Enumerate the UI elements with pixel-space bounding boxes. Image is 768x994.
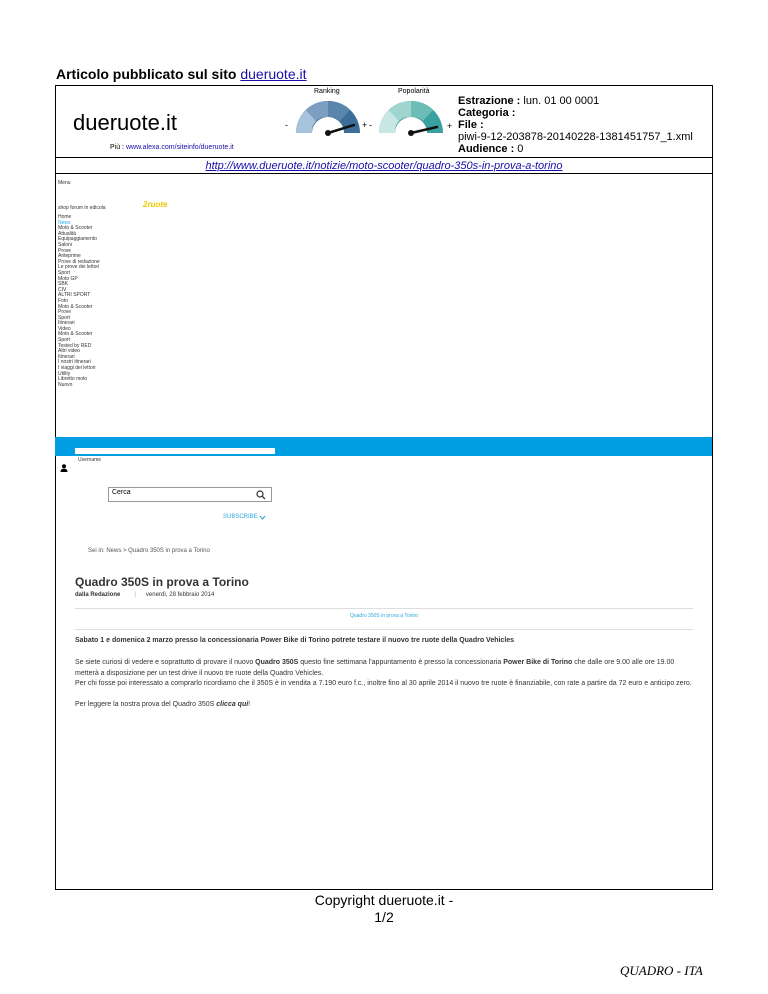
article-paragraph: Se siete curiosi di vedere e soprattutto di provare il nuovo Quadro 350S questo fine settimana l'appuntamento è presso la concessionaria Power Bike di Torino che dalle ore 9.00 alle ore 19.00 metterà a disposizione per un test drive il nuovo tre ruote della Quadro Vehicles. Per chi fosse poi interessato a comprarlo ricordiamo che il 350S è in vendita a 7.190 euro f.c., inoltre fino al 30 aprile 2014 il nuovo tre ruote è finanziabile, con rate a partire da 72 euro e anticipo zero.	[75, 659, 692, 687]
audience-row: Audience : 0	[458, 143, 524, 155]
alexa-link[interactable]: www.alexa.com/siteinfo/dueruote.it	[125, 144, 234, 151]
user-icon[interactable]	[60, 464, 68, 472]
shop-forum-links[interactable]: shop forum in edicola	[58, 205, 106, 211]
chevron-down-icon	[259, 515, 266, 520]
alexa-prefix: Più :	[110, 144, 126, 151]
nav-item[interactable]: Anteprime	[58, 253, 81, 260]
nav-item[interactable]: Itinerari	[58, 320, 75, 327]
subscribe-button[interactable]: SUBSCRIBE	[223, 514, 266, 520]
nav-item[interactable]: Saloni	[58, 241, 72, 248]
nav-item[interactable]: Itinerari	[58, 353, 75, 360]
dueruote-logo[interactable]: 2ruote	[143, 200, 168, 209]
popularity-plus: +	[447, 121, 453, 131]
search-placeholder: Cerca	[112, 489, 131, 496]
nav-item[interactable]: Attualità	[58, 230, 77, 237]
nav-item[interactable]: Moto GP	[58, 275, 78, 282]
nav-item[interactable]: Moto & Scooter	[58, 331, 93, 338]
source-url-link[interactable]: http://www.dueruote.it/notizie/moto-scooter/quadro-350s-in-prova-a-torino	[205, 160, 563, 172]
estrazione-row: Estrazione : lun. 01 00 0001	[458, 95, 600, 107]
nav-item[interactable]: Prove	[58, 247, 72, 254]
username-field[interactable]	[75, 448, 275, 463]
file-row: File :	[458, 119, 484, 131]
nav-item[interactable]: Sport	[58, 314, 70, 321]
nav-item[interactable]: Utility	[58, 370, 71, 377]
nav-item[interactable]: Home	[58, 214, 72, 220]
nav-list	[58, 215, 100, 388]
heading-site-link[interactable]: dueruote.it	[240, 66, 307, 82]
clicca-qui-link[interactable]: clicca qui	[216, 700, 249, 708]
nav-item[interactable]: Le prove dei lettori	[58, 264, 100, 271]
ranking-label: Ranking	[314, 88, 340, 95]
file-value: piwi-9-12-203878-20140228-1381451757_1.xml	[458, 131, 693, 143]
nav-item[interactable]: News	[58, 219, 71, 226]
nav-item[interactable]: Altri video	[58, 348, 80, 355]
nav-item[interactable]: Prove di redazione	[58, 258, 100, 265]
copyright: Copyright dueruote.it - 1/2	[270, 892, 498, 926]
byline-separator: |	[134, 592, 136, 598]
heading-prefix: Articolo pubblicato sul sito	[56, 66, 241, 82]
divider	[75, 629, 693, 630]
nav-item[interactable]: CIV	[58, 286, 67, 293]
popularity-label: Popolarità	[398, 88, 430, 95]
alexa-line	[110, 144, 234, 151]
menu-label[interactable]: Menu	[58, 180, 71, 186]
divider	[75, 608, 693, 609]
nav-item[interactable]: I viaggi dei lettori	[58, 365, 96, 372]
search-input[interactable]	[108, 487, 272, 502]
author: dalla Redazione	[75, 592, 121, 598]
site-name: dueruote.it	[73, 110, 177, 135]
article-title: Quadro 350S in prova a Torino	[75, 575, 249, 589]
popularity-minus: -	[369, 120, 372, 130]
byline	[75, 592, 214, 598]
ranking-minus: -	[285, 120, 288, 130]
article-paragraph: Per leggere la nostra prova del Quadro 350S clicca qui!	[75, 700, 251, 708]
image-caption[interactable]: Quadro 350S in prova a Torino	[349, 613, 418, 619]
nav-item[interactable]: Libretto moto	[58, 376, 88, 383]
ranking-gauge-icon	[292, 97, 364, 137]
nav-item[interactable]: Moto & Scooter	[58, 303, 93, 310]
page-heading	[56, 66, 307, 82]
nav-item[interactable]: SBK	[58, 281, 69, 288]
nav-item[interactable]: Equipaggiamento	[58, 236, 97, 243]
footer-label: QUADRO - ITA	[620, 963, 703, 978]
nav-item[interactable]: Sport	[58, 337, 70, 344]
nav-item[interactable]: Moto & Scooter	[58, 225, 93, 232]
page-number: 1/2	[374, 909, 394, 925]
username-label: Username	[78, 457, 102, 463]
nav-item[interactable]: Prove	[58, 309, 72, 316]
nav-item[interactable]: Tested by RED	[58, 342, 92, 349]
source-url	[55, 160, 713, 172]
breadcrumb: Sei in: News > Quadro 350S in prova a Torino	[88, 548, 210, 554]
url-divider	[55, 173, 713, 174]
article-date: venerdì, 28 febbraio 2014	[145, 592, 215, 598]
search-icon[interactable]	[256, 490, 266, 500]
article-lead: Sabato 1 e domenica 2 marzo presso la concessionaria Power Bike di Torino potrete testare il nuovo tre ruote della Quadro Vehicles	[75, 637, 515, 644]
nav-item[interactable]: Nuovo	[58, 381, 73, 388]
popularity-gauge-icon	[375, 97, 447, 137]
nav-item[interactable]: Sport	[58, 269, 70, 276]
categoria-row: Categoria :	[458, 107, 516, 119]
nav-item[interactable]: Video	[58, 325, 71, 332]
extraction-info	[458, 95, 693, 155]
article-body	[75, 658, 697, 720]
ranking-plus: +	[362, 120, 368, 130]
nav-item[interactable]: Foto	[58, 297, 69, 304]
nav-item[interactable]: I nostri itinerari	[58, 359, 91, 366]
nav-item[interactable]: ALTRI SPORT	[58, 292, 91, 299]
